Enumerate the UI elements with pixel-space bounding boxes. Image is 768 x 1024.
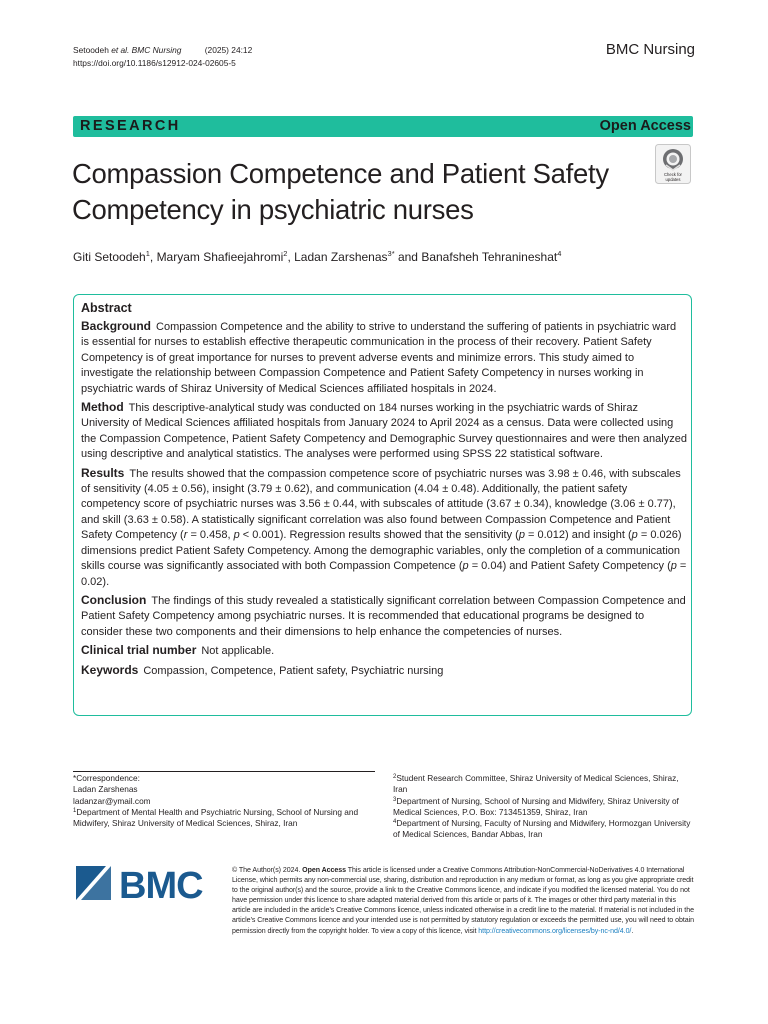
results-text: The results showed that the compassion competence score of psychiatric nurses was 3.98 ± 0.46, with subscales of sensitivity (4.05 ± 0.56), insight (3.79 ± 0.62), and communication (4.04 ± 0.48). Additionally, the patient safety competency score of psychiatric nurses was 3.56 ± 0.44, with subscales of attitude (3.67 ± 0.34), knowledge (3.06 ± 0.77), and skill (3.63 ± 0.58). A statistically significant correlation was also found between Compassion Competence and Patient Safety Competency (	[81, 467, 681, 542]
author-affiliation-mark: 1	[145, 249, 150, 258]
check-for-updates-line2: updates	[665, 177, 681, 182]
license-end: .	[631, 927, 634, 935]
results-text: = 0.026) dimensions predict Patient Safety Competency. Among the demographic variables, only the completion of a communication skills course was significantly associated with both Compassion Competence (	[81, 529, 682, 573]
results-stat-p: p	[233, 529, 240, 542]
results-stat-p: p	[631, 529, 638, 542]
author-name[interactable]: Maryam Shafieejahromi	[156, 250, 284, 264]
abstract-heading: Abstract	[81, 301, 132, 315]
results-stat-r: r	[183, 529, 188, 542]
citation-journal: et al. BMC Nursing	[111, 45, 182, 55]
check-for-updates-line1: Check for	[664, 172, 682, 177]
journal-name: BMC Nursing	[605, 41, 695, 58]
correspondence-name: Ladan Zarshenas	[73, 784, 138, 795]
license-text: This article is licensed under a Creative Commons Attribution-NonCommercial-NoDerivatives 4.0 International License, which permits any non-commercial use, sharing, distribution and reproduction in any medium or format, as long as you give appropriate credit to the original author(s) and the source, provide a link to the Creative Commons licence, and indicate if you modified the licensed material. You do not have permission under this licence to share adapted material derived from this article or parts of it. The images or other third party material in this article are included in the article’s Creative Commons licence, unless indicated otherwise in a credit line to the material. If material is not included in the article’s Creative Commons licence and your intended use is not permitted by statutory regulation or exceeds the permitted use, you will need to obtain permission directly from the copyright holder. To view a copy of this licence, visit	[232, 867, 694, 935]
abstract-conclusion	[81, 593, 687, 640]
affiliation-4	[393, 818, 693, 841]
abstract-method	[81, 400, 687, 463]
affiliation-text: Department of Nursing, Faculty of Nursing and Midwifery, Hormozgan University of Medical Sciences, Bandar Abbas, Iran	[393, 818, 691, 840]
author-separator: and	[394, 250, 422, 264]
license-copyright: © The Author(s) 2024.	[232, 867, 303, 874]
running-header	[73, 44, 252, 70]
affiliation-mark: 1	[73, 807, 77, 814]
check-for-updates-button[interactable]	[655, 144, 691, 184]
abstract	[81, 299, 687, 682]
results-text: = 0.02).	[81, 560, 687, 588]
method-text: This descriptive-analytical study was conducted on 184 nurses working in the psychiatric wards of Shiraz University of Medical Sciences affiliated hospitals from January 2024 to April 2024 as a census. Data were collected using the Compassion Competence, Patient Safety Competency and Demographic Survey questionnaires and were then analyzed using descriptive and analytical statistics. The analyses were performed using SPSS 22 statistical software.	[81, 402, 687, 461]
author-name[interactable]: Banafsheh Tehranineshat	[421, 250, 558, 264]
background-label: Background	[81, 319, 152, 333]
results-stat-p: p	[670, 560, 677, 573]
conclusion-label: Conclusion	[81, 592, 147, 607]
affiliation-text: Department of Nursing, School of Nursing and Midwifery, Shiraz University of Medical Sciences, P.O. Box: 713451359, Shiraz, Iran	[393, 795, 679, 817]
results-text: = 0.458,	[187, 529, 234, 542]
method-label: Method	[81, 400, 124, 415]
citation-year: (2025) 24:12	[204, 45, 253, 55]
affiliation-3	[393, 796, 693, 819]
trial-text: Not applicable.	[201, 645, 275, 658]
affiliation-1	[73, 807, 373, 830]
correspondence-email[interactable]: ladanzar@ymail.com	[73, 795, 151, 806]
bmc-logo-text: BMC	[119, 865, 203, 904]
footnote-divider	[73, 771, 375, 772]
affiliation-mark: 2	[393, 774, 397, 780]
doi-link[interactable]: https://doi.org/10.1186/s12912-024-02605-5	[73, 58, 236, 68]
results-text: = 0.012) and insight (	[524, 529, 632, 542]
abstract-background	[81, 319, 687, 397]
trial-label: Clinical trial number	[81, 643, 197, 658]
keywords-label: Keywords	[81, 662, 139, 677]
author-separator: ,	[287, 250, 295, 264]
author-list	[73, 249, 561, 265]
results-stat-p: p	[462, 560, 469, 573]
citation-line	[73, 44, 252, 57]
author-affiliation-mark: 4	[557, 249, 562, 258]
author-separator: ,	[149, 250, 157, 264]
citation-author: Setoodeh	[73, 45, 112, 55]
author-name[interactable]: Ladan Zarshenas	[294, 250, 388, 264]
affiliation-mark: 3	[393, 796, 397, 803]
affiliation-mark: 4	[393, 819, 397, 826]
license-link[interactable]: http://creativecommons.org/licenses/by-nc-nd/4.0/	[478, 927, 632, 935]
author-affiliation-mark: 3*	[387, 249, 395, 258]
license-open-access: Open Access	[302, 867, 347, 874]
affiliation-text: Student Research Committee, Shiraz University of Medical Sciences, Shiraz, Iran	[393, 773, 679, 795]
keywords-text: Compassion, Competence, Patient safety, Psychiatric nursing	[143, 664, 444, 677]
conclusion-text: The findings of this study revealed a statistically significant correlation between Compassion Competence and Patient Safety Competency among psychiatric nurses. It is recommended that educational programs be designed to consider these two components and their dimensions to help enhance the competencies of nurses.	[81, 594, 686, 638]
results-label: Results	[81, 465, 125, 480]
abstract-trial-number	[81, 643, 687, 659]
license-notice	[232, 866, 694, 937]
check-for-updates-icon	[655, 144, 691, 184]
article-title: Compassion Competence and Patient Safety Competency in psychiatric nurses	[72, 158, 609, 225]
author-affiliation-mark: 2	[283, 249, 288, 258]
correspondence-label: *Correspondence:	[73, 773, 140, 783]
abstract-keywords	[81, 663, 687, 679]
author-name[interactable]: Giti Setoodeh	[73, 250, 146, 264]
background-text: Compassion Competence and the ability to strive to understand the suffering of patients in psychiatric ward is essential for nurses to establish effective therapeutic communication in the process of their recovery. Patient Safety Competency is of great importance for nurses to prevent adverse events and minimize errors. This study aimed to investigate the relationship between Compassion Competence and Patient Safety Competency in nurses working in psychiatric wards of Shiraz University of Medical Sciences affiliated hospitals in 2024.	[81, 321, 677, 395]
research-label: RESEARCH	[80, 118, 181, 134]
results-stat-p: p	[518, 529, 525, 542]
results-text: < 0.001). Regression results showed that the sensitivity (	[239, 529, 519, 542]
affiliation-2	[393, 773, 693, 796]
footnotes-right	[393, 773, 693, 841]
abstract-results	[81, 466, 687, 590]
affiliation-text: Department of Mental Health and Psychiatric Nursing, School of Nursing and Midwifery, Shiraz University of Medical Sciences, Shiraz, Iran	[73, 806, 359, 829]
footnotes-left	[73, 773, 373, 829]
results-text: = 0.04) and Patient Safety Competency (	[468, 560, 671, 573]
bmc-logo-mark	[73, 862, 218, 904]
open-access-label: Open Access	[599, 118, 691, 134]
bmc-logo	[73, 862, 218, 904]
